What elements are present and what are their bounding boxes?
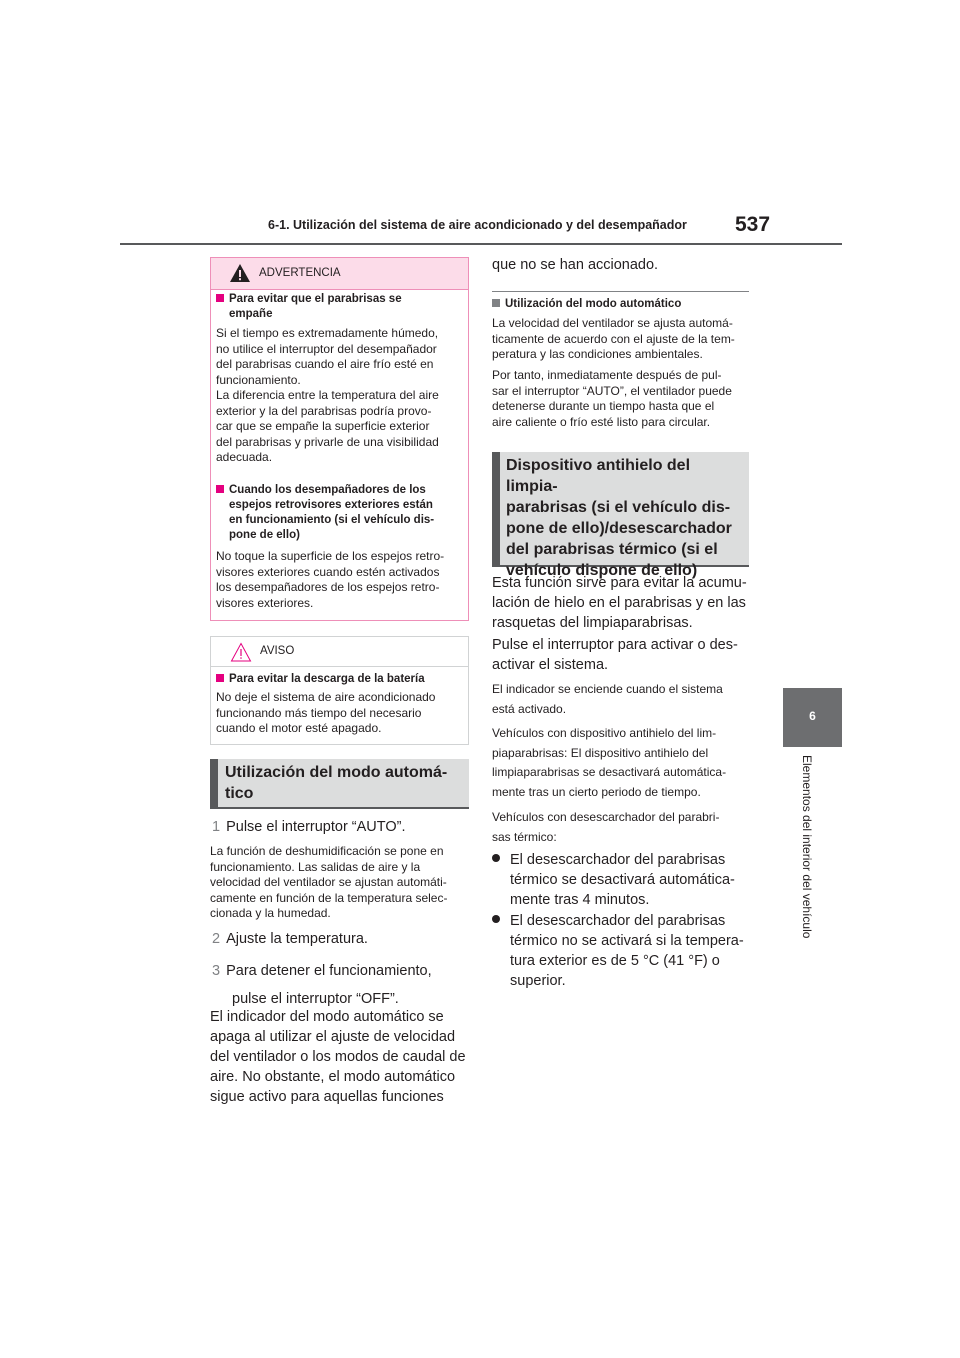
deicer-note-1: El indicador se enciende cuando el sistema está activado. [492,682,723,716]
page-number: 537 [735,213,771,236]
subsection-title-auto: Utilización del modo automático [492,297,752,312]
deicer-p1: Esta función sirve para evitar la acumu- lación de hielo en el parabrisas y en las rasquetas del limpiaparabrisas. [492,575,747,631]
round-bullet-icon [492,854,500,862]
square-bullet-icon [492,299,500,307]
notice-box-header [211,637,468,667]
section-heading-deicer: Dispositivo antihielo del limpia- parabrisas (si el vehículo dis- pone de ello)/desescarchador del parabrisas térmico (si el vehículo dispone de ello) [492,452,749,567]
warning-item-1-title: Para evitar que el parabrisas se empañe [216,292,464,322]
deicer-note-2: Vehículos con dispositivo antihielo del lim- piaparabrisas: El dispositivo antihielo del limpiaparabrisas se desactivará automática- mente tras un cierto periodo de tiempo. [492,726,727,799]
warning-triangle-icon [229,263,251,283]
subsection-rule [492,291,749,292]
deicer-note-3: Vehículos con desescarchador del parabri- sas térmico: [492,810,720,844]
auto-mode-paragraph: El indicador del modo automático se apaga al utilizar el ajuste de velocidad del ventilador o los modos de caudal de aire. No obstante, el modo automático sigue activo para aquellas funciones [210,1009,466,1105]
step-1-note: La función de deshumidificación se pone en funcionamiento. Las salidas de aire y la velocidad del ventilador se ajustan automáti- camente en función de la temperatura selec- cionada y la humedad. [210,844,448,920]
deicer-bullet-2: El desescarchador del parabrisas térmico no se activará si la tempera- tura exterior es de 5 °C (41 °F) o superior. [492,911,757,991]
deicer-p2: Pulse el interruptor para activar o des- activar el sistema. [492,637,738,673]
section-heading-auto-mode: Utilización del modo automá- tico [210,759,469,809]
running-header-title: 6-1. Utilización del sistema de aire acondicionado y del desempañador [268,218,687,232]
caution-triangle-icon [230,642,252,662]
warning-item-1-text: Si el tiempo es extremadamente húmedo, no utilice el interruptor del desempañador del parabrisas cuando el aire frío esté en funcionamiento. La diferencia entre la temperatura del aire exterior y la del parabrisas podría provo- car que se empañe la superficie exterior del parabrisas y privarle de una visibilidad adecuada. [216,326,439,464]
step-1: 1 Pulse el interruptor “AUTO”. [212,819,406,835]
notice-text: No deje el sistema de aire acondicionado funcionando más tiempo del necesario cuando el motor esté apagado. [216,690,436,735]
subsection-auto-p2: Por tanto, inmediatamente después de pul- sar el interruptor “AUTO”, el ventilador puede detenerse durante un tiempo hasta que el aire caliente o frío esté listo para circular. [492,368,732,429]
square-bullet-icon [216,294,224,302]
step-3: 3 Para detener el funcionamiento, pulse el interruptor “OFF”. [212,963,432,1007]
deicer-bullet-1: El desescarchador del parabrisas térmico se desactivará automática- mente tras 4 minutos. [492,850,757,910]
warning-box [210,257,469,621]
warning-item-2-text: No toque la superficie de los espejos retro- visores exteriores cuando estén activados los desempañadores de los espejos retro- visores exteriores. [216,549,445,610]
notice-title: Para evitar la descarga de la batería [216,672,466,687]
subsection-auto-p1: La velocidad del ventilador se ajusta automá- ticamente de acuerdo con el ajuste de la tem- peratura y las condiciones ambientales. [492,316,735,361]
square-bullet-icon [216,485,224,493]
notice-box [210,636,469,745]
chapter-tab-number: 6 [809,709,816,723]
paragraph-continuation: que no se han accionado. [492,257,659,273]
notice-heading: AVISO [260,645,295,657]
round-bullet-icon [492,915,500,923]
warning-box-header [211,258,468,290]
warning-heading: ADVERTENCIA [259,267,341,279]
step-2: 2 Ajuste la temperatura. [212,931,368,947]
warning-item-2-title: Cuando los desempañadores de los espejos retrovisores exteriores están en funcionamiento (si el vehículo dis- pone de ello) [216,483,466,543]
chapter-tab-label: Elementos del interior del vehículo [800,755,814,939]
square-bullet-icon [216,674,224,682]
header-rule [120,243,842,245]
